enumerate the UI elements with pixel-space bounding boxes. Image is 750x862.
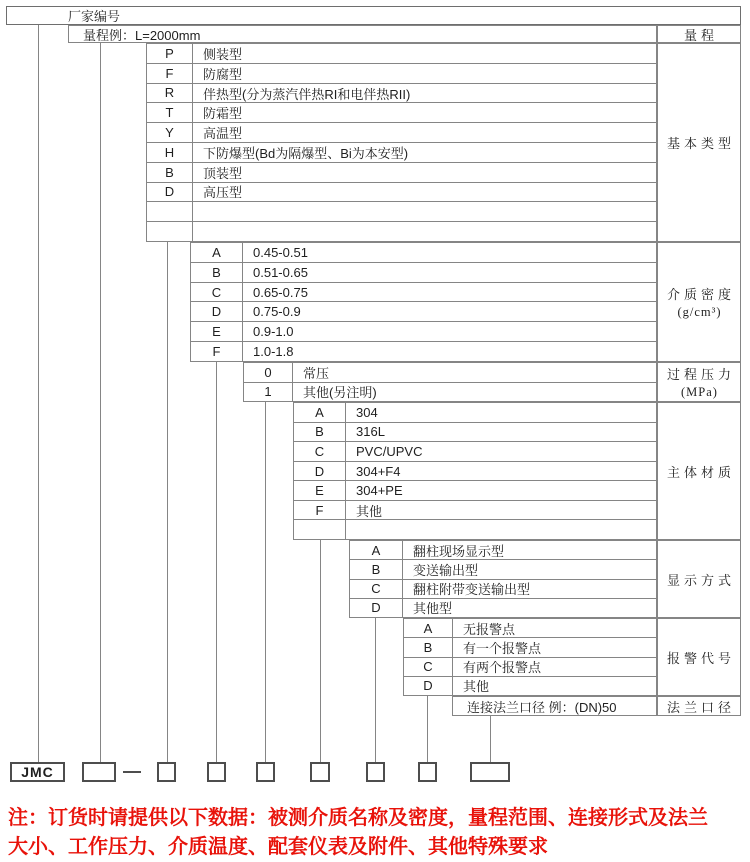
desc-cell: 变送输出型 — [413, 562, 479, 578]
code-cell: D — [191, 302, 243, 321]
code-cell: A — [294, 403, 346, 422]
desc-cell: 304 — [356, 404, 378, 420]
table-row — [294, 520, 656, 539]
table-row — [147, 123, 656, 143]
code-cell: A — [404, 619, 453, 637]
table-row — [294, 423, 656, 443]
table-row — [350, 560, 656, 579]
code-cell: B — [191, 263, 243, 282]
table-row — [147, 202, 656, 222]
section-label-material — [657, 402, 741, 540]
table-row — [147, 222, 656, 241]
section-label-display-text: 显示方式 — [666, 572, 735, 588]
section-label-pressure-text: 过程压力 — [666, 367, 735, 382]
connector-line-basic-type — [167, 242, 168, 762]
desc-cell: 其他 — [356, 503, 383, 519]
desc-cell: PVC/UPVC — [356, 443, 423, 459]
desc-cell: 防腐型 — [203, 66, 243, 82]
range-example-text: 量程例：L=2000mm — [83, 27, 201, 43]
table-row — [350, 599, 656, 617]
desc-cell: 翻柱附带变送输出型 — [413, 582, 531, 598]
code-cell: E — [191, 322, 243, 341]
desc-cell: 顶装型 — [203, 165, 243, 181]
range-example-row — [68, 25, 657, 43]
desc-cell: 高温型 — [203, 126, 243, 142]
table-row — [350, 580, 656, 599]
desc-cell: 高压型 — [203, 185, 243, 201]
code-cell: T — [147, 103, 193, 122]
alarm-table — [403, 618, 657, 696]
code-cell: E — [294, 481, 346, 500]
order-note-line1: 注：订货时请提供以下数据：被测介质名称及密度，量程范围、连接形式及法兰 — [8, 807, 708, 829]
table-row — [191, 263, 656, 283]
section-label-display — [657, 540, 741, 618]
desc-cell: 304+PE — [356, 483, 403, 499]
table-row — [350, 541, 656, 560]
table-row — [191, 283, 656, 303]
order-note-line2: 大小、工作压力、介质温度、配套仪表及附件、其他特殊要求 — [8, 836, 548, 858]
code-cell: 1 — [244, 383, 293, 402]
section-label-range-text: 量程 — [683, 27, 718, 43]
code-cell: C — [191, 283, 243, 302]
table-row — [404, 619, 656, 638]
table-row — [147, 103, 656, 123]
desc-cell: 无报警点 — [463, 621, 516, 637]
pressure-table — [243, 362, 657, 402]
table-row — [191, 322, 656, 342]
table-row — [404, 658, 656, 677]
code-cell: A — [191, 243, 243, 262]
desc-cell: 有一个报警点 — [463, 640, 542, 656]
model-code-box-display — [366, 762, 385, 782]
section-label-pressure-unit: (MPa) — [681, 385, 718, 399]
model-prefix-text: JMC — [21, 764, 54, 780]
desc-cell — [193, 202, 656, 221]
code-cell: A — [350, 541, 403, 559]
connector-line-display — [375, 618, 376, 762]
desc-cell: 304+F4 — [356, 463, 401, 479]
section-label-alarm — [657, 618, 741, 696]
model-code-box-basic-type — [157, 762, 176, 782]
code-cell: B — [147, 163, 193, 182]
code-cell: P — [147, 44, 193, 63]
table-row — [147, 163, 656, 183]
code-cell: D — [294, 462, 346, 481]
desc-cell: 侧装型 — [203, 46, 243, 62]
table-row — [244, 383, 656, 402]
table-row — [147, 183, 656, 203]
code-cell: Y — [147, 123, 193, 142]
table-row — [244, 363, 656, 383]
section-label-basic-type-text: 基本类型 — [666, 136, 735, 151]
desc-cell — [346, 520, 656, 539]
model-code-box-flange — [470, 762, 510, 782]
table-row — [404, 677, 656, 695]
code-cell: C — [294, 442, 346, 461]
connector-line-pressure — [265, 402, 266, 762]
desc-cell: 有两个报警点 — [463, 660, 542, 676]
connector-line-density — [216, 362, 217, 762]
connector-line-factory — [38, 25, 39, 762]
code-cell: H — [147, 143, 193, 162]
code-cell: D — [147, 183, 193, 202]
section-label-density-unit: (g/cm³) — [677, 305, 722, 319]
table-row — [147, 84, 656, 104]
code-cell: F — [294, 501, 346, 520]
table-row — [294, 442, 656, 462]
table-row — [404, 638, 656, 657]
code-cell — [294, 520, 346, 539]
code-cell: F — [191, 342, 243, 361]
section-label-material-text: 主体材质 — [666, 464, 735, 480]
model-code-box-material — [310, 762, 330, 782]
basic-type-table — [146, 43, 657, 242]
desc-cell: 0.65-0.75 — [253, 284, 308, 300]
code-cell: 0 — [244, 363, 293, 382]
connector-line-flange — [490, 716, 491, 762]
material-table — [293, 402, 657, 540]
code-cell: C — [404, 658, 453, 676]
table-row — [294, 501, 656, 521]
desc-cell: 0.75-0.9 — [253, 304, 301, 320]
code-cell: B — [350, 560, 403, 578]
table-row — [191, 243, 656, 263]
model-code-box-density — [207, 762, 226, 782]
desc-cell: 翻柱现场显示型 — [413, 543, 505, 559]
table-row — [147, 143, 656, 163]
model-prefix-box — [10, 762, 65, 782]
table-row — [191, 342, 656, 361]
order-note — [8, 804, 748, 862]
desc-cell — [193, 222, 656, 241]
flange-row-text: 连接法兰口径 例：(DN)50 — [467, 699, 617, 715]
display-mode-table — [349, 540, 657, 618]
desc-cell: 其他(另注明) — [303, 385, 377, 401]
desc-cell: 0.45-0.51 — [253, 244, 308, 260]
model-code-dash — [123, 771, 141, 773]
connector-line-material — [320, 540, 321, 762]
code-cell: D — [404, 677, 453, 695]
connector-line-alarm — [427, 696, 428, 762]
desc-cell: 1.0-1.8 — [253, 344, 294, 360]
desc-cell: 常压 — [303, 365, 330, 381]
section-label-basic-type — [657, 43, 741, 242]
section-label-density — [657, 242, 741, 362]
desc-cell: 316L — [356, 424, 385, 440]
flange-row — [452, 696, 657, 716]
table-row — [294, 403, 656, 423]
table-row — [294, 462, 656, 482]
code-cell — [147, 202, 193, 221]
desc-cell: 下防爆型(Bd为隔爆型、Bi为本安型) — [203, 145, 409, 161]
code-cell: D — [350, 599, 403, 617]
desc-cell: 其他型 — [413, 601, 453, 617]
factory-number-label: 厂家编号 — [68, 9, 121, 24]
connector-line-range — [100, 43, 101, 762]
table-row — [147, 44, 656, 64]
section-label-flange — [657, 696, 741, 716]
model-code-box-range — [82, 762, 116, 782]
code-cell: B — [404, 638, 453, 656]
table-row — [191, 302, 656, 322]
section-label-range — [657, 25, 741, 43]
table-row — [147, 64, 656, 84]
code-cell: F — [147, 64, 193, 83]
section-label-flange-text: 法兰口径 — [666, 699, 735, 715]
density-table — [190, 242, 657, 362]
code-cell: C — [350, 580, 403, 598]
section-label-density-text: 介质密度 — [666, 287, 735, 302]
code-cell — [147, 222, 193, 241]
code-cell: R — [147, 84, 193, 103]
desc-cell: 0.9-1.0 — [253, 324, 294, 340]
model-code-box-alarm — [418, 762, 437, 782]
section-label-pressure — [657, 362, 741, 402]
section-label-alarm-text: 报警代号 — [666, 650, 735, 666]
table-row — [294, 481, 656, 501]
factory-number-row — [6, 6, 741, 25]
desc-cell: 其他 — [463, 679, 490, 695]
model-code-box-pressure — [256, 762, 275, 782]
desc-cell: 0.51-0.65 — [253, 264, 308, 280]
desc-cell: 伴热型(分为蒸汽伴热RI和电伴热RII) — [203, 86, 411, 102]
desc-cell: 防霜型 — [203, 106, 243, 122]
code-cell: B — [294, 423, 346, 442]
